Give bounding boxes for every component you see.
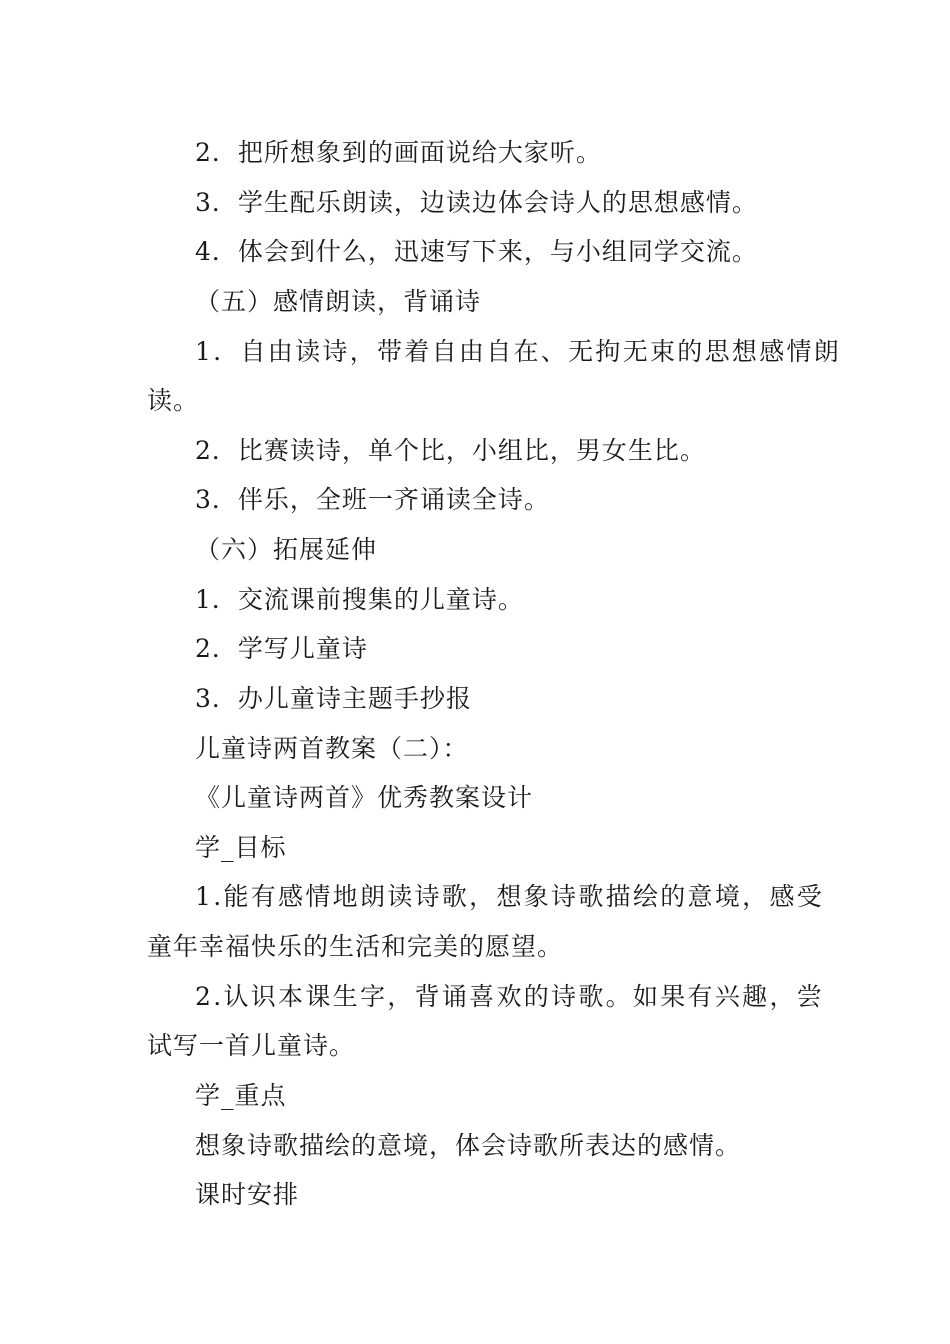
lesson-plan-title: 儿童诗两首教案（二）： (195, 734, 469, 763)
heading-learning-focus: 学_重点 (195, 1081, 287, 1110)
text-line-step-4-write-share: 4．体会到什么，迅速写下来，与小组同学交流。 (195, 237, 758, 266)
lesson-plan-subtitle: 《儿童诗两首》优秀教案设计 (195, 783, 534, 812)
text-line-focus: 想象诗歌描绘的意境，体会诗歌所表达的感情。 (195, 1131, 742, 1160)
text-line-step-2-describe: 2．把所想象到的画面说给大家听。 (195, 138, 602, 167)
text-line-step-3-music-reading: 3．学生配乐朗读，边读边体会诗人的思想感情。 (195, 188, 758, 217)
text-line-write-poems: 2．学写儿童诗 (195, 634, 368, 663)
text-line-contest-reading: 2．比赛读诗，单个比，小组比，男女生比。 (195, 436, 706, 465)
text-line-goal-1: 1.能有感情地朗读诗歌，想象诗歌描绘的意境，感受 (195, 882, 825, 911)
text-line-free-reading-cont: 读。 (147, 386, 200, 415)
heading-schedule: 课时安排 (195, 1180, 300, 1209)
heading-learning-goals: 学_目标 (195, 833, 287, 862)
text-line-goal-2-cont: 试写一首儿童诗。 (147, 1031, 356, 1060)
text-line-group-recite: 3．伴乐，全班一齐诵读全诗。 (195, 485, 550, 514)
text-line-goal-2: 2.认识本课生字，背诵喜欢的诗歌。如果有兴趣，尝 (195, 982, 825, 1011)
text-line-free-reading: 1．自由读诗，带着自由自在、无拘无束的思想感情朗 (195, 337, 842, 366)
text-line-share-poems: 1．交流课前搜集的儿童诗。 (195, 585, 524, 614)
text-line-handwritten-paper: 3．办儿童诗主题手抄报 (195, 684, 472, 713)
section-heading-5: （五）感情朗读，背诵诗 (195, 287, 482, 316)
text-line-goal-1-cont: 童年幸福快乐的生活和完美的愿望。 (147, 932, 564, 961)
section-heading-6: （六）拓展延伸 (195, 535, 378, 564)
